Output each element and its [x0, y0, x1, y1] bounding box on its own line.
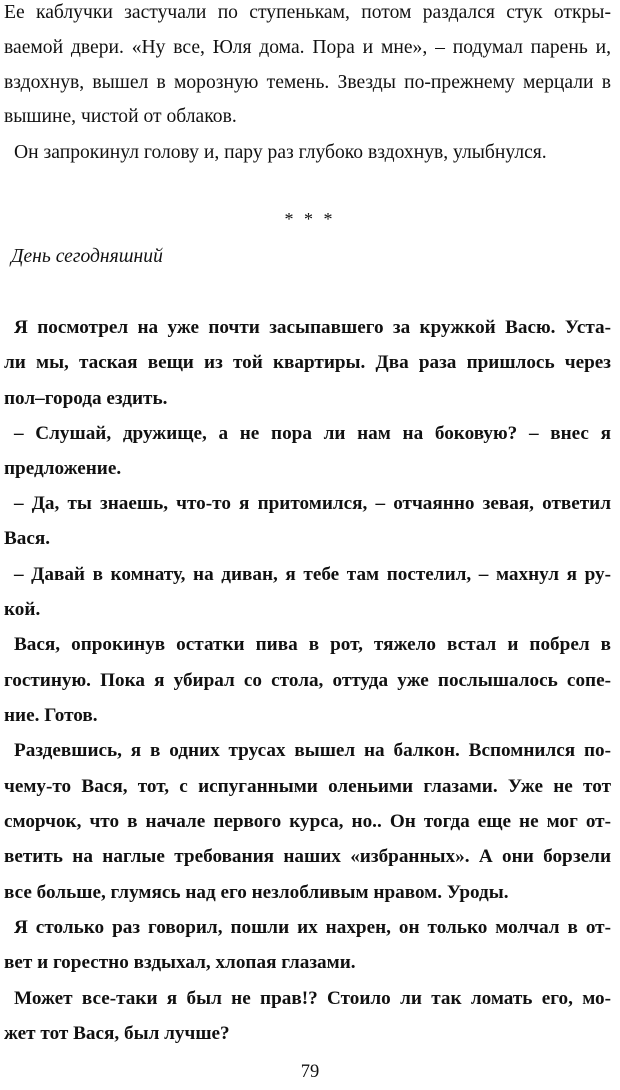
- text-line-19: чему-то Вася, тот, с испуганными оленьими глазами. Уже не тот: [4, 776, 611, 797]
- text-line-26: жет тот Вася, был лучше?: [4, 1023, 230, 1044]
- text-line-4: вышине, чистой от облаков.: [4, 106, 237, 127]
- text-line-24: вет и горестно вздыхал, хлопая глазами.: [4, 952, 356, 973]
- text-line-10: предложение.: [4, 458, 122, 479]
- text-line-15: Вася, опрокинув остатки пива в рот, тяжело встал и побрел в: [14, 634, 611, 655]
- text-line-21: ветить на наглые требования наших «избранных». А они борзели: [4, 846, 611, 867]
- text-line-16: гостиную. Пока я убирал со стола, оттуда уже послышалось сопе-: [4, 670, 611, 691]
- text-line-23: Я столько раз говорил, пошли их нахрен, он только молчал в от-: [14, 917, 611, 938]
- text-line-6: Я посмотрел на уже почти засыпавшего за кружкой Васю. Уста-: [14, 317, 611, 338]
- text-line-13: – Давай в комнату, на диван, я тебе там постелил, – махнул я ру-: [14, 564, 611, 585]
- text-line-25: Может все-таки я был не прав!? Стоило ли так ломать его, мо-: [14, 988, 611, 1009]
- page-number: 79: [300, 1062, 320, 1082]
- text-line-11: – Да, ты знаешь, что-то я притомился, – отчаянно зевая, ответил: [14, 493, 611, 514]
- text-line-9: – Слушай, дружище, а не пора ли нам на боковую? – внес я: [14, 423, 611, 444]
- section-separator: * * *: [284, 209, 336, 229]
- text-line-7: ли мы, таская вещи из той квартиры. Два раза пришлось через: [4, 352, 611, 373]
- text-line-17: ние. Готов.: [4, 705, 98, 726]
- section-title: День сегодняшний: [11, 246, 163, 267]
- text-line-1: Ее каблучки застучали по ступенькам, потом раздался стук откры-: [4, 2, 611, 23]
- text-line-3: вздохнув, вышел в морозную темень. Звезды по-прежнему мерцали в: [4, 72, 611, 93]
- text-line-20: сморчок, что в начале первого курса, но.. Он тогда еще не мог от-: [4, 811, 611, 832]
- text-line-12: Вася.: [4, 528, 51, 549]
- text-line-22: все больше, глумясь над его незлобливым нравом. Уроды.: [4, 882, 509, 903]
- text-line-14: кой.: [4, 599, 41, 620]
- text-line-8: пол–города ездить.: [4, 388, 168, 409]
- text-line-18: Раздевшись, я в одних трусах вышел на балкон. Вспомнился по-: [14, 740, 611, 761]
- text-line-2: ваемой двери. «Ну все, Юля дома. Пора и мне», – подумал парень и,: [4, 37, 611, 58]
- text-line-5: Он запрокинул голову и, пару раз глубоко вздохнув, улыбнулся.: [14, 142, 547, 163]
